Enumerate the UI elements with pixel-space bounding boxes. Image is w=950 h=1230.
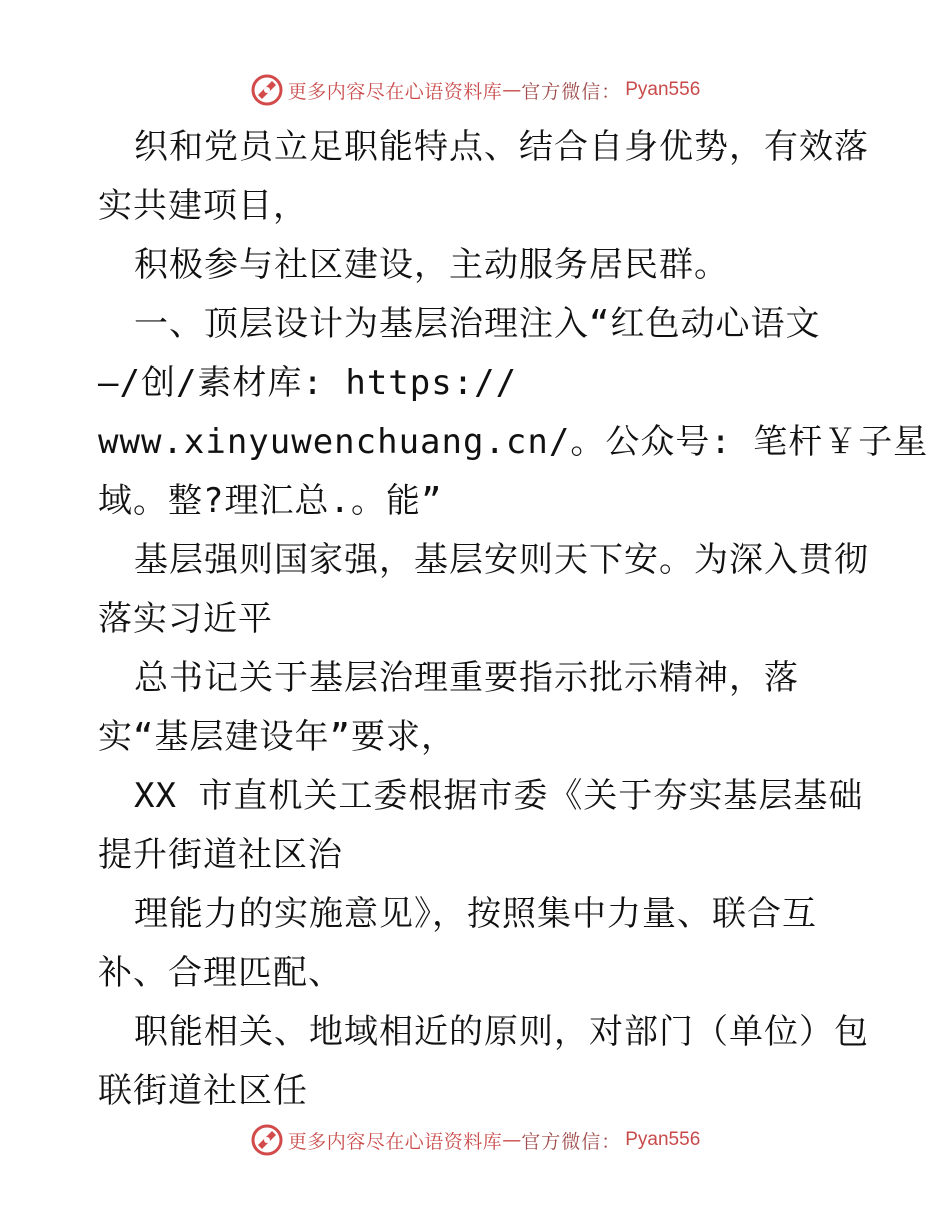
text-line: 实“基层建设年”要求， bbox=[98, 717, 456, 757]
text-line: 补、合理匹配、 bbox=[98, 953, 343, 993]
watermark-wechat-label: 官方微信： bbox=[521, 1130, 622, 1153]
paragraph bbox=[98, 649, 858, 767]
document-body bbox=[98, 118, 929, 1121]
paragraph bbox=[98, 118, 869, 236]
paragraph bbox=[98, 1003, 869, 1121]
text-line: 织和党员立足职能特点、结合自身优势，有效落 bbox=[134, 127, 869, 167]
paragraph bbox=[98, 767, 864, 885]
watermark-wechat-label: 官方微信： bbox=[521, 80, 622, 103]
paragraph bbox=[98, 531, 869, 649]
section-heading-line: 一、顶层设计为基层治理注入“红色动心语文 bbox=[134, 304, 821, 344]
text-line: 联街道社区任 bbox=[98, 1071, 308, 1111]
paragraph bbox=[98, 236, 858, 295]
footer-watermark bbox=[0, 1120, 950, 1160]
text-line: 基层强则国家强，基层安则天下安。为深入贯彻 bbox=[134, 540, 869, 580]
text-line: 实共建项目， bbox=[98, 186, 308, 226]
watermark-main-text: 更多内容尽在心语资料库 bbox=[287, 1130, 503, 1153]
text-line: 理能力的实施意见》，按照集中力量、联合互 bbox=[134, 894, 817, 934]
watermark-dash: — bbox=[502, 1129, 522, 1151]
header-watermark bbox=[0, 70, 950, 110]
text-line: 总书记关于基层治理重要指示批示精神，落 bbox=[134, 658, 799, 698]
text-line: 职能相关、地域相近的原则，对部门（单位）包 bbox=[134, 1012, 869, 1052]
watermark-dash: — bbox=[502, 79, 522, 101]
watermark-main-text: 更多内容尽在心语资料库 bbox=[287, 80, 503, 103]
watermark-wechat-id: Pyan556 bbox=[625, 1129, 701, 1150]
watermark-wechat-id: Pyan556 bbox=[625, 79, 701, 100]
brand-logo-icon bbox=[250, 73, 284, 107]
text-line: XX 市直机关工委根据市委《关于夯实基层基础 bbox=[134, 776, 864, 816]
paragraph bbox=[98, 885, 858, 1003]
text-line: 域。整?理汇总.。能” bbox=[98, 481, 443, 521]
text-line: 落实习近平 bbox=[98, 599, 273, 639]
text-line: 提升街道社区治 bbox=[98, 835, 343, 875]
paragraph bbox=[98, 295, 929, 531]
text-line: www.xinyuwenchuang.cn/。公众号: 笔杆￥子星 bbox=[98, 422, 929, 462]
text-line: —/创/素材库: https:// bbox=[98, 363, 518, 403]
brand-logo-icon bbox=[250, 1123, 284, 1157]
text-line: 积极参与社区建设，主动服务居民群。 bbox=[134, 245, 729, 285]
